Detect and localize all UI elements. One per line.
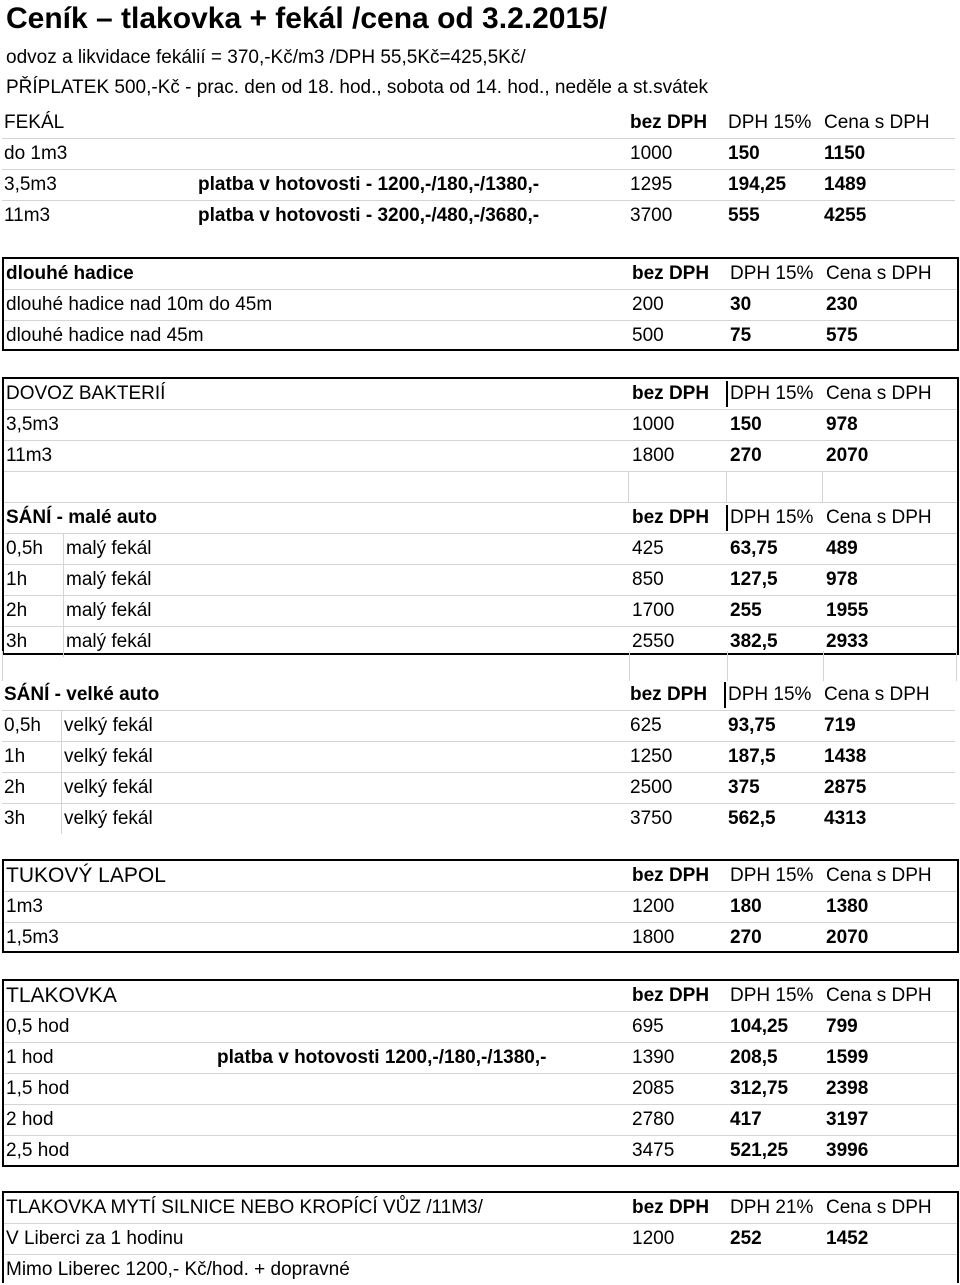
cell-dph: 270 bbox=[730, 927, 762, 948]
row-label: 1 hod bbox=[6, 1047, 54, 1068]
row-time: 0,5h bbox=[4, 715, 41, 736]
row-name: velký fekál bbox=[64, 777, 153, 798]
cell-dph: 104,25 bbox=[730, 1016, 789, 1037]
row-label: 11m3 bbox=[4, 205, 51, 226]
cell-cena: 230 bbox=[826, 294, 858, 315]
section-header bbox=[2, 680, 955, 711]
section-header bbox=[4, 861, 957, 892]
section-title: TLAKOVKA bbox=[6, 984, 117, 1007]
cell-dph: 93,75 bbox=[728, 715, 776, 736]
empty-row bbox=[4, 472, 957, 503]
row-time: 1h bbox=[6, 569, 28, 590]
table-row bbox=[2, 201, 955, 231]
cell-cena: 3996 bbox=[826, 1140, 869, 1161]
cell-bez: 2780 bbox=[632, 1109, 675, 1130]
section-title: FEKÁL bbox=[4, 112, 65, 133]
header-bez-dph: bez DPH bbox=[632, 985, 710, 1006]
cell-cena: 489 bbox=[826, 538, 858, 559]
row-time: 1h bbox=[4, 746, 26, 767]
cell-bez: 625 bbox=[630, 715, 662, 736]
row-name: malý fekál bbox=[66, 631, 152, 652]
cell-bez: 1200 bbox=[632, 896, 675, 917]
row-time: 3h bbox=[6, 631, 28, 652]
header-cena: Cena s DPH bbox=[826, 383, 932, 404]
row-label: do 1m3 bbox=[4, 143, 68, 164]
header-cena: Cena s DPH bbox=[824, 112, 930, 133]
section-header bbox=[4, 379, 957, 410]
table-row bbox=[4, 596, 957, 627]
cell-dph: 555 bbox=[728, 205, 760, 226]
cell-bez: 2085 bbox=[632, 1078, 675, 1099]
section-hadice bbox=[2, 257, 959, 351]
cell-dph: 30 bbox=[730, 294, 752, 315]
table-row bbox=[4, 1136, 957, 1166]
surcharge-note: PŘÍPLATEK 500,-Kč - prac. den od 18. hod., sobota od 14. hod., neděle a st.svátek bbox=[6, 77, 709, 98]
table-row bbox=[2, 170, 955, 201]
cell-cena: 1150 bbox=[824, 143, 866, 164]
cell-cena: 2875 bbox=[824, 777, 867, 798]
section-title: SÁNÍ - velké auto bbox=[4, 684, 160, 705]
cell-bez: 1000 bbox=[630, 143, 673, 164]
section-header bbox=[4, 503, 957, 534]
cell-cena: 4313 bbox=[824, 808, 867, 829]
header-dph: DPH 15% bbox=[730, 507, 814, 528]
cell-bez: 2550 bbox=[632, 631, 675, 652]
cell-dph: 270 bbox=[730, 445, 762, 466]
row-label: 0,5 hod bbox=[6, 1016, 70, 1037]
row-time: 2h bbox=[4, 777, 26, 798]
cell-cena: 2070 bbox=[826, 927, 869, 948]
cell-dph: 562,5 bbox=[728, 808, 776, 829]
cell-cena: 1599 bbox=[826, 1047, 869, 1068]
row-label: 11m3 bbox=[6, 445, 53, 466]
cell-dph: 208,5 bbox=[730, 1047, 778, 1068]
cell-bez: 1390 bbox=[632, 1047, 675, 1068]
table-row bbox=[4, 565, 957, 596]
row-name: velký fekál bbox=[64, 808, 153, 829]
header-bez-dph: bez DPH bbox=[632, 507, 710, 528]
cell-dph: 312,75 bbox=[730, 1078, 789, 1099]
cell-dph: 187,5 bbox=[728, 746, 776, 767]
row-note: platba v hotovosti - 1200,-/180,-/1380,- bbox=[198, 174, 540, 195]
header-bez-dph: bez DPH bbox=[632, 1197, 710, 1218]
table-row bbox=[4, 1224, 957, 1255]
cell-cena: 799 bbox=[826, 1016, 858, 1037]
cell-bez: 425 bbox=[632, 538, 664, 559]
cell-cena: 575 bbox=[826, 325, 858, 346]
table-row bbox=[4, 1043, 957, 1074]
section-title: TUKOVÝ LAPOL bbox=[6, 864, 166, 887]
header-cena: Cena s DPH bbox=[826, 1197, 932, 1218]
header-cena: Cena s DPH bbox=[824, 684, 930, 705]
cell-dph: 75 bbox=[730, 325, 752, 346]
section-header bbox=[4, 981, 957, 1012]
section-header bbox=[2, 108, 955, 139]
cell-bez: 500 bbox=[632, 325, 664, 346]
header-bez-dph: bez DPH bbox=[632, 263, 710, 284]
header-bez-dph: bez DPH bbox=[630, 112, 708, 133]
table-row bbox=[4, 892, 957, 923]
row-label: dlouhé hadice nad 10m do 45m bbox=[6, 294, 273, 315]
row-time: 2h bbox=[6, 600, 28, 621]
section-fekal bbox=[2, 108, 955, 231]
table-row bbox=[2, 711, 955, 742]
cell-cena: 1380 bbox=[826, 896, 869, 917]
row-label: 3,5m3 bbox=[6, 414, 59, 435]
page-title: Ceník – tlakovka + fekál /cena od 3.2.2015/ bbox=[6, 2, 608, 35]
row-note: platba v hotovosti - 3200,-/480,-/3680,- bbox=[198, 205, 540, 226]
cell-cena: 3197 bbox=[826, 1109, 869, 1130]
table-row bbox=[4, 290, 957, 321]
row-time: 0,5h bbox=[6, 538, 43, 559]
table-row bbox=[4, 441, 957, 472]
row-name: malý fekál bbox=[66, 538, 152, 559]
cell-dph: 150 bbox=[730, 414, 762, 435]
cell-bez: 2500 bbox=[630, 777, 673, 798]
cell-dph: 521,25 bbox=[730, 1140, 789, 1161]
table-row bbox=[4, 1012, 957, 1043]
cell-cena: 978 bbox=[826, 414, 858, 435]
section-title: dlouhé hadice bbox=[6, 263, 134, 284]
row-label: Mimo Liberec 1200,- Kč/hod. + dopravné bbox=[6, 1259, 350, 1280]
row-label: 1,5m3 bbox=[6, 927, 59, 948]
cell-bez: 1800 bbox=[632, 927, 675, 948]
cell-cena: 2070 bbox=[826, 445, 869, 466]
cell-cena: 2398 bbox=[826, 1078, 869, 1099]
cell-bez: 1200 bbox=[632, 1228, 675, 1249]
cell-bez: 1000 bbox=[632, 414, 675, 435]
table-row bbox=[4, 534, 957, 565]
row-name: malý fekál bbox=[66, 569, 152, 590]
section-title: SÁNÍ - malé auto bbox=[6, 507, 157, 528]
table-row bbox=[2, 804, 955, 834]
header-bez-dph: bez DPH bbox=[632, 383, 710, 404]
section-title: TLAKOVKA MYTÍ SILNICE NEBO KROPÍCÍ VŮZ /11M3/ bbox=[6, 1197, 483, 1218]
cell-bez: 1800 bbox=[632, 445, 675, 466]
cell-bez: 200 bbox=[632, 294, 664, 315]
cell-dph: 180 bbox=[730, 896, 762, 917]
cell-dph: 63,75 bbox=[730, 538, 778, 559]
row-label: 2,5 hod bbox=[6, 1140, 70, 1161]
cell-dph: 375 bbox=[728, 777, 760, 798]
section-velke bbox=[2, 680, 955, 834]
disposal-note: odvoz a likvidace fekálií = 370,-Kč/m3 /DPH 55,5Kč=425,5Kč/ bbox=[6, 47, 526, 68]
table-row bbox=[4, 1074, 957, 1105]
cell-bez: 3700 bbox=[630, 205, 673, 226]
table-row bbox=[2, 773, 955, 804]
spacer-row bbox=[2, 651, 957, 681]
cell-dph: 150 bbox=[728, 143, 760, 164]
section-tlakovka bbox=[2, 979, 959, 1167]
row-label: 3,5m3 bbox=[4, 174, 57, 195]
table-row bbox=[2, 139, 955, 170]
header-dph: DPH 15% bbox=[730, 865, 814, 886]
section-lapol bbox=[2, 859, 959, 953]
section-header bbox=[4, 1193, 957, 1224]
header-dph: DPH 15% bbox=[728, 112, 812, 133]
header-cena: Cena s DPH bbox=[826, 865, 932, 886]
table-row bbox=[4, 1255, 957, 1285]
header-dph: DPH 15% bbox=[730, 383, 814, 404]
header-cena: Cena s DPH bbox=[826, 507, 932, 528]
cell-cena: 2933 bbox=[826, 631, 869, 652]
section-title: DOVOZ BAKTERIÍ bbox=[6, 383, 166, 404]
header-bez-dph: bez DPH bbox=[630, 684, 708, 705]
cell-dph: 252 bbox=[730, 1228, 762, 1249]
cell-bez: 695 bbox=[632, 1016, 664, 1037]
header-dph: DPH 15% bbox=[728, 684, 812, 705]
row-note: platba v hotovosti 1200,-/180,-/1380,- bbox=[217, 1047, 547, 1068]
table-row bbox=[4, 321, 957, 351]
cell-dph: 255 bbox=[730, 600, 762, 621]
header-cena: Cena s DPH bbox=[826, 985, 932, 1006]
cell-cena: 1438 bbox=[824, 746, 867, 767]
cell-bez: 1250 bbox=[630, 746, 673, 767]
cell-cena: 1955 bbox=[826, 600, 869, 621]
row-name: velký fekál bbox=[64, 715, 153, 736]
section-bakterie-male bbox=[2, 377, 959, 655]
cell-dph: 194,25 bbox=[728, 174, 787, 195]
header-cena: Cena s DPH bbox=[826, 263, 932, 284]
header-dph: DPH 21% bbox=[730, 1197, 814, 1218]
header-dph: DPH 15% bbox=[730, 985, 814, 1006]
row-label: 1,5 hod bbox=[6, 1078, 70, 1099]
section-header bbox=[4, 259, 957, 290]
table-row bbox=[2, 742, 955, 773]
cell-cena: 719 bbox=[824, 715, 856, 736]
cell-bez: 850 bbox=[632, 569, 664, 590]
table-row bbox=[4, 923, 957, 953]
row-name: malý fekál bbox=[66, 600, 152, 621]
cell-cena: 978 bbox=[826, 569, 858, 590]
cell-dph: 382,5 bbox=[730, 631, 778, 652]
row-label: 2 hod bbox=[6, 1109, 54, 1130]
cell-cena: 1489 bbox=[824, 174, 867, 195]
cell-bez: 3750 bbox=[630, 808, 673, 829]
section-myti bbox=[2, 1191, 959, 1283]
cell-bez: 1700 bbox=[632, 600, 675, 621]
row-time: 3h bbox=[4, 808, 26, 829]
cell-dph: 127,5 bbox=[730, 569, 778, 590]
header-dph: DPH 15% bbox=[730, 263, 814, 284]
row-name: velký fekál bbox=[64, 746, 153, 767]
cell-bez: 3475 bbox=[632, 1140, 675, 1161]
cell-cena: 4255 bbox=[824, 205, 867, 226]
row-label: 1m3 bbox=[6, 896, 43, 917]
row-label: dlouhé hadice nad 45m bbox=[6, 325, 204, 346]
cell-cena: 1452 bbox=[826, 1228, 869, 1249]
header-bez-dph: bez DPH bbox=[632, 865, 710, 886]
row-label: V Liberci za 1 hodinu bbox=[6, 1228, 184, 1249]
table-row bbox=[4, 410, 957, 441]
cell-bez: 1295 bbox=[630, 174, 673, 195]
cell-dph: 417 bbox=[730, 1109, 762, 1130]
table-row bbox=[4, 1105, 957, 1136]
